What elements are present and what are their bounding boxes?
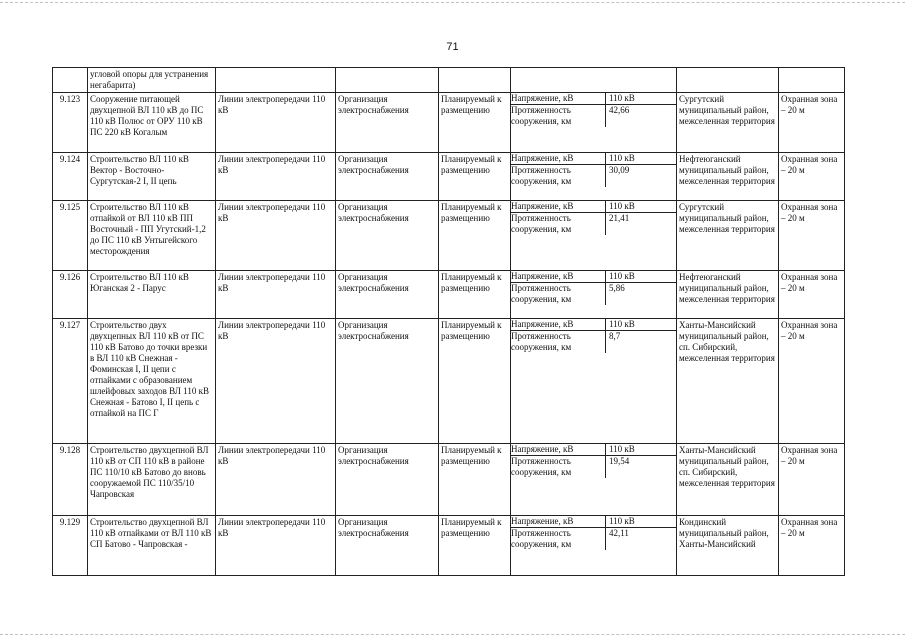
cell-num: 9.125 bbox=[53, 201, 88, 271]
cell-num: 9.129 bbox=[53, 516, 88, 576]
cell-location bbox=[677, 68, 779, 93]
cell-type: Линии электропередачи 110 кВ bbox=[216, 271, 336, 319]
param-length-value: 42,66 bbox=[609, 105, 630, 115]
cell-params bbox=[511, 444, 677, 516]
cell-params bbox=[511, 201, 677, 271]
cell-location: Сургутский муниципальный район, межселенная территория bbox=[677, 201, 779, 271]
cell-num: 9.126 bbox=[53, 271, 88, 319]
table-row bbox=[53, 319, 845, 444]
cell-status: Планируемый к размещению bbox=[439, 444, 511, 516]
param-voltage-row bbox=[511, 153, 676, 165]
cell-type: Линии электропередачи 110 кВ bbox=[216, 201, 336, 271]
param-length-row bbox=[511, 528, 676, 550]
cell-zone: Охранная зона – 20 м bbox=[779, 319, 845, 444]
param-length-value: 42,11 bbox=[609, 528, 629, 538]
cell-num: 9.128 bbox=[53, 444, 88, 516]
param-length-value: 8,7 bbox=[609, 331, 621, 341]
param-length-value: 21,41 bbox=[609, 213, 630, 223]
cell-params bbox=[511, 93, 677, 153]
table-body bbox=[53, 68, 845, 576]
param-length-row bbox=[511, 213, 676, 235]
table-row bbox=[53, 201, 845, 271]
cell-name: угловой опоры для устранения негабарита) bbox=[88, 68, 216, 93]
cell-num: 9.127 bbox=[53, 319, 88, 444]
cell-status bbox=[439, 68, 511, 93]
objects-table bbox=[52, 67, 845, 576]
param-length-label: Протяженность сооружения, км bbox=[511, 283, 606, 305]
param-voltage-value: 110 кВ bbox=[609, 93, 635, 103]
param-voltage-value: 110 кВ bbox=[609, 444, 635, 454]
page-number: 71 bbox=[446, 41, 459, 53]
cell-location: Сургутский муниципальный район, межселенная территория bbox=[677, 93, 779, 153]
cell-name: Сооружение питающей двухцепной ВЛ 110 кВ до ПС 110 кВ Полюс от ОРУ 110 кВ ПС 220 кВ Когалым bbox=[88, 93, 216, 153]
cell-type: Линии электропередачи 110 кВ bbox=[216, 93, 336, 153]
cell-name: Строительство ВЛ 110 кВ Вектор - Восточно-Сургутская-2 I, II цепь bbox=[88, 153, 216, 201]
cell-params bbox=[511, 516, 677, 576]
param-voltage-row bbox=[511, 201, 676, 213]
param-voltage-label: Напряжение, кВ bbox=[511, 201, 606, 212]
param-length-label: Протяженность сооружения, км bbox=[511, 528, 606, 550]
cell-num: 9.124 bbox=[53, 153, 88, 201]
cell-name: Строительство двухцепной ВЛ 110 кВ от СП 110 кВ в районе ПС 110/10 кВ Батово до вновь сооружаемой ПС 110/35/10 Чапровская bbox=[88, 444, 216, 516]
cell-status: Планируемый к размещению bbox=[439, 153, 511, 201]
cell-purpose: Организация электроснабжения bbox=[336, 444, 439, 516]
param-voltage-value: 110 кВ bbox=[609, 201, 635, 211]
param-length-label: Протяженность сооружения, км bbox=[511, 456, 606, 478]
cell-status: Планируемый к размещению bbox=[439, 201, 511, 271]
cell-zone bbox=[779, 68, 845, 93]
table-row bbox=[53, 93, 845, 153]
cell-zone: Охранная зона – 20 м bbox=[779, 444, 845, 516]
cell-params bbox=[511, 319, 677, 444]
cell-params bbox=[511, 68, 677, 93]
cell-status: Планируемый к размещению bbox=[439, 516, 511, 576]
param-length-row bbox=[511, 283, 676, 305]
param-voltage-row bbox=[511, 271, 676, 283]
cell-location: Нефтеюганский муниципальный район, межселенная территория bbox=[677, 153, 779, 201]
cell-params bbox=[511, 153, 677, 201]
cell-purpose: Организация электроснабжения bbox=[336, 319, 439, 444]
param-length-label: Протяженность сооружения, км bbox=[511, 105, 606, 127]
cell-purpose: Организация электроснабжения bbox=[336, 271, 439, 319]
param-voltage-value: 110 кВ bbox=[609, 271, 635, 281]
cell-num bbox=[53, 68, 88, 93]
scan-edge-bottom bbox=[0, 634, 905, 637]
param-voltage-row bbox=[511, 93, 676, 105]
cell-purpose: Организация электроснабжения bbox=[336, 153, 439, 201]
param-length-row bbox=[511, 105, 676, 127]
cell-purpose: Организация электроснабжения bbox=[336, 201, 439, 271]
param-length-row bbox=[511, 331, 676, 353]
param-voltage-value: 110 кВ bbox=[609, 319, 635, 329]
param-length-row bbox=[511, 456, 676, 478]
param-length-value: 30,09 bbox=[609, 165, 630, 175]
table-row-continued bbox=[53, 68, 845, 93]
cell-status: Планируемый к размещению bbox=[439, 93, 511, 153]
cell-name: Строительство двухцепной ВЛ 110 кВ отпайками от ВЛ 110 кВ СП Батово - Чапровская - bbox=[88, 516, 216, 576]
cell-type: Линии электропередачи 110 кВ bbox=[216, 153, 336, 201]
cell-zone: Охранная зона – 20 м bbox=[779, 516, 845, 576]
param-voltage-row bbox=[511, 444, 676, 456]
cell-status: Планируемый к размещению bbox=[439, 271, 511, 319]
cell-location: Кондинский муниципальный район, Ханты-Мансийский bbox=[677, 516, 779, 576]
table-row bbox=[53, 153, 845, 201]
param-length-row bbox=[511, 165, 676, 187]
param-voltage-value: 110 кВ bbox=[609, 516, 635, 526]
param-voltage-value: 110 кВ bbox=[609, 153, 635, 163]
param-length-label: Протяженность сооружения, км bbox=[511, 213, 606, 235]
cell-type bbox=[216, 68, 336, 93]
cell-location: Ханты-Мансийский муниципальный район, сп. Сибирский, межселенная территория bbox=[677, 319, 779, 444]
scan-edge-top bbox=[0, 2, 905, 5]
param-length-value: 5,86 bbox=[609, 283, 625, 293]
cell-name: Строительство двух двухцепных ВЛ 110 кВ от ПС 110 кВ Батово до точки врезки в ВЛ 110 кВ Снежная - Фоминская I, II цепи с отпайками с образованием шлейфовых заходов ВЛ 110 кВ Снежная - Батово I, II цепь с отпайкой на ПС Г bbox=[88, 319, 216, 444]
param-voltage-label: Напряжение, кВ bbox=[511, 444, 606, 455]
param-length-value: 19,54 bbox=[609, 456, 630, 466]
cell-type: Линии электропередачи 110 кВ bbox=[216, 516, 336, 576]
param-voltage-label: Напряжение, кВ bbox=[511, 271, 606, 282]
param-length-label: Протяженность сооружения, км bbox=[511, 331, 606, 353]
cell-type: Линии электропередачи 110 кВ bbox=[216, 319, 336, 444]
cell-status: Планируемый к размещению bbox=[439, 319, 511, 444]
cell-zone: Охранная зона – 20 м bbox=[779, 201, 845, 271]
param-voltage-label: Напряжение, кВ bbox=[511, 516, 606, 527]
cell-name: Строительство ВЛ 110 кВ Юганская 2 - Парус bbox=[88, 271, 216, 319]
cell-num: 9.123 bbox=[53, 93, 88, 153]
param-length-label: Протяженность сооружения, км bbox=[511, 165, 606, 187]
cell-purpose: Организация электроснабжения bbox=[336, 93, 439, 153]
cell-zone: Охранная зона – 20 м bbox=[779, 93, 845, 153]
cell-location: Ханты-Мансийский муниципальный район, сп. Сибирский, межселенная территория bbox=[677, 444, 779, 516]
cell-purpose bbox=[336, 68, 439, 93]
param-voltage-label: Напряжение, кВ bbox=[511, 93, 606, 104]
cell-name: Строительство ВЛ 110 кВ отпайкой от ВЛ 110 кВ ПП Восточный - ПП Угутский-1,2 до ПС 110 кВ Унтыгейского месторождения bbox=[88, 201, 216, 271]
cell-location: Нефтеюганский муниципальный район, межселенная территория bbox=[677, 271, 779, 319]
cell-zone: Охранная зона – 20 м bbox=[779, 271, 845, 319]
cell-purpose: Организация электроснабжения bbox=[336, 516, 439, 576]
param-voltage-label: Напряжение, кВ bbox=[511, 153, 606, 164]
table-row bbox=[53, 516, 845, 576]
param-voltage-label: Напряжение, кВ bbox=[511, 319, 606, 330]
cell-params bbox=[511, 271, 677, 319]
table-row bbox=[53, 444, 845, 516]
table-row bbox=[53, 271, 845, 319]
param-voltage-row bbox=[511, 319, 676, 331]
cell-zone: Охранная зона – 20 м bbox=[779, 153, 845, 201]
cell-type: Линии электропередачи 110 кВ bbox=[216, 444, 336, 516]
param-voltage-row bbox=[511, 516, 676, 528]
